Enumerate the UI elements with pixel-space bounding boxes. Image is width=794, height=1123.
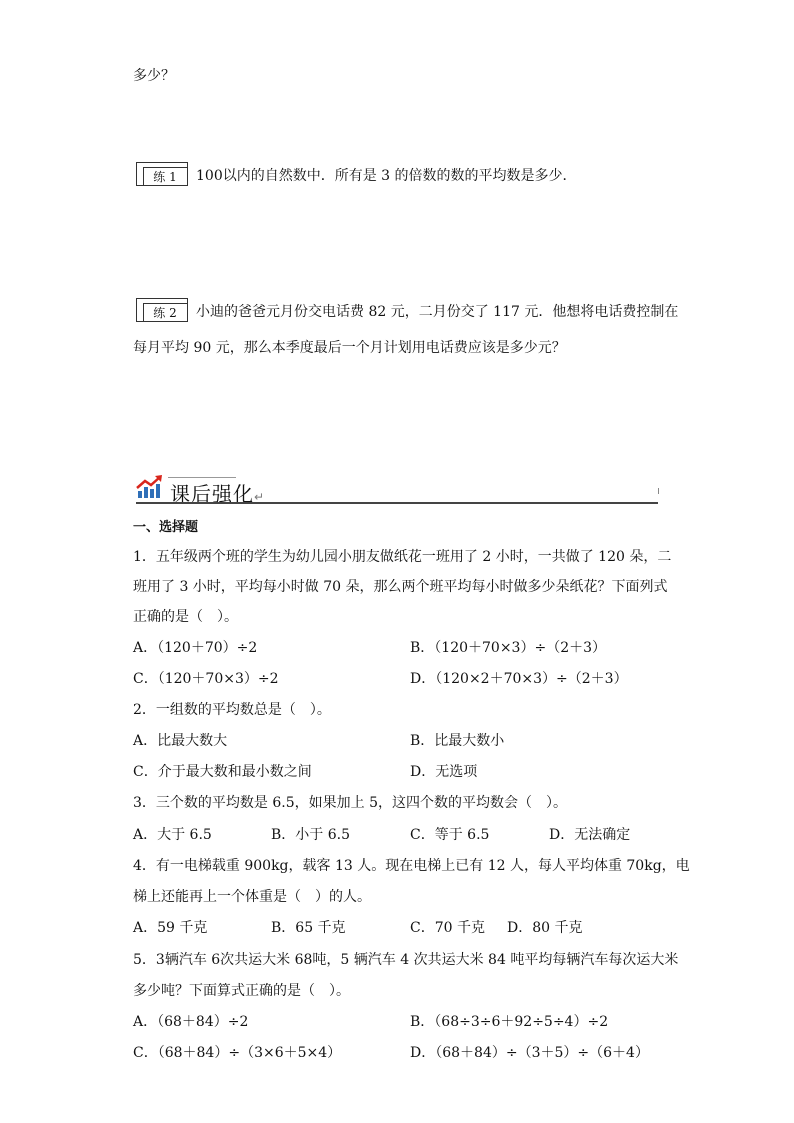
q4-line-2: 梯上还能再上一个体重是（ ）的人。 bbox=[133, 889, 371, 905]
q5-option-c: C．（68＋84）÷（3×6＋5×4） bbox=[133, 1045, 342, 1061]
q1-option-b: B．（120＋70×3）÷（2＋3） bbox=[410, 640, 607, 656]
q1-option-d: D．（120×2＋70×3）÷（2＋3） bbox=[410, 671, 628, 687]
q3-line-1: 3．三个数的平均数是 6.5，如果加上 5，这四个数的平均数会（ ）。 bbox=[133, 795, 567, 811]
practice-2-line-1: 小迪的爸爸元月份交电话费 82 元，二月份交了 117 元．他想将电话费控制在 bbox=[196, 304, 679, 320]
return-mark: ↵ bbox=[254, 490, 266, 504]
practice-1-label-box bbox=[136, 162, 188, 186]
q1-line-3: 正确的是（ ）。 bbox=[133, 609, 238, 625]
q4-option-d: D．80 千克 bbox=[507, 920, 583, 936]
section-title-text: 课后强化 bbox=[170, 482, 254, 506]
q1-line-1: 1．五年级两个班的学生为幼儿园小朋友做纸花一班用了 2 小时，一共做了 120 朵，二 bbox=[133, 549, 672, 565]
q2-option-b: B．比最大数小 bbox=[410, 733, 505, 749]
divider-end-tick bbox=[658, 488, 659, 494]
q5-option-a: A．（68＋84）÷2 bbox=[133, 1014, 249, 1030]
q3-option-b: B．小于 6.5 bbox=[271, 827, 351, 843]
practice-1-label: 练 1 bbox=[153, 170, 177, 184]
q2-option-a: A．比最大数大 bbox=[133, 733, 228, 749]
q5-option-b: B．（68÷3÷6＋92÷5÷4）÷2 bbox=[410, 1014, 609, 1030]
practice-2-line-2: 每月平均 90 元，那么本季度最后一个月计划用电话费应该是多少元？ bbox=[133, 340, 566, 356]
section-divider bbox=[136, 502, 658, 504]
q1-option-c: C．（120＋70×3）÷2 bbox=[133, 671, 279, 687]
q5-line-1: 5．3辆汽车 6次共运大米 68吨，5 辆汽车 4 次共运大米 84 吨平均每辆汽车每次运大米 bbox=[133, 952, 679, 968]
practice-1-text: 100以内的自然数中．所有是 3 的倍数的数的平均数是多少． bbox=[196, 168, 577, 184]
q4-option-a: A．59 千克 bbox=[133, 920, 208, 936]
q2-option-c: C．介于最大数和最小数之间 bbox=[133, 764, 312, 780]
q5-line-2: 多少吨？下面算式正确的是（ ）。 bbox=[133, 983, 350, 999]
prev-question-tail: 多少？ bbox=[133, 68, 175, 84]
practice-2-label: 练 2 bbox=[153, 306, 177, 320]
q2-line-1: 2．一组数的平均数总是（ ）。 bbox=[133, 702, 331, 718]
q5-option-d: D．（68＋84）÷（3＋5）÷（6＋4） bbox=[410, 1045, 649, 1061]
q2-option-d: D．无选项 bbox=[410, 764, 478, 780]
practice-2-label-box bbox=[136, 298, 188, 322]
q3-option-c: C．等于 6.5 bbox=[410, 827, 490, 843]
q3-option-a: A．大于 6.5 bbox=[133, 827, 212, 843]
q1-line-2: 班用了 3 小时，平均每小时做 70 朵，那么两个班平均每小时做多少朵纸花？下面列式 bbox=[133, 579, 668, 595]
chart-growth-icon bbox=[136, 474, 164, 500]
q3-option-d: D．无法确定 bbox=[549, 827, 631, 843]
q4-option-b: B．65 千克 bbox=[271, 920, 346, 936]
section-title bbox=[170, 481, 265, 510]
section-title-overline bbox=[168, 477, 236, 478]
q4-option-c: C．70 千克 bbox=[410, 920, 485, 936]
q1-option-a: A．（120＋70）÷2 bbox=[133, 640, 258, 656]
q4-line-1: 4．有一电梯载重 900kg，载客 13 人。现在电梯上已有 12 人，每人平均体重 70kg，电 bbox=[133, 858, 690, 874]
part-heading: 一、选择题 bbox=[133, 520, 199, 535]
